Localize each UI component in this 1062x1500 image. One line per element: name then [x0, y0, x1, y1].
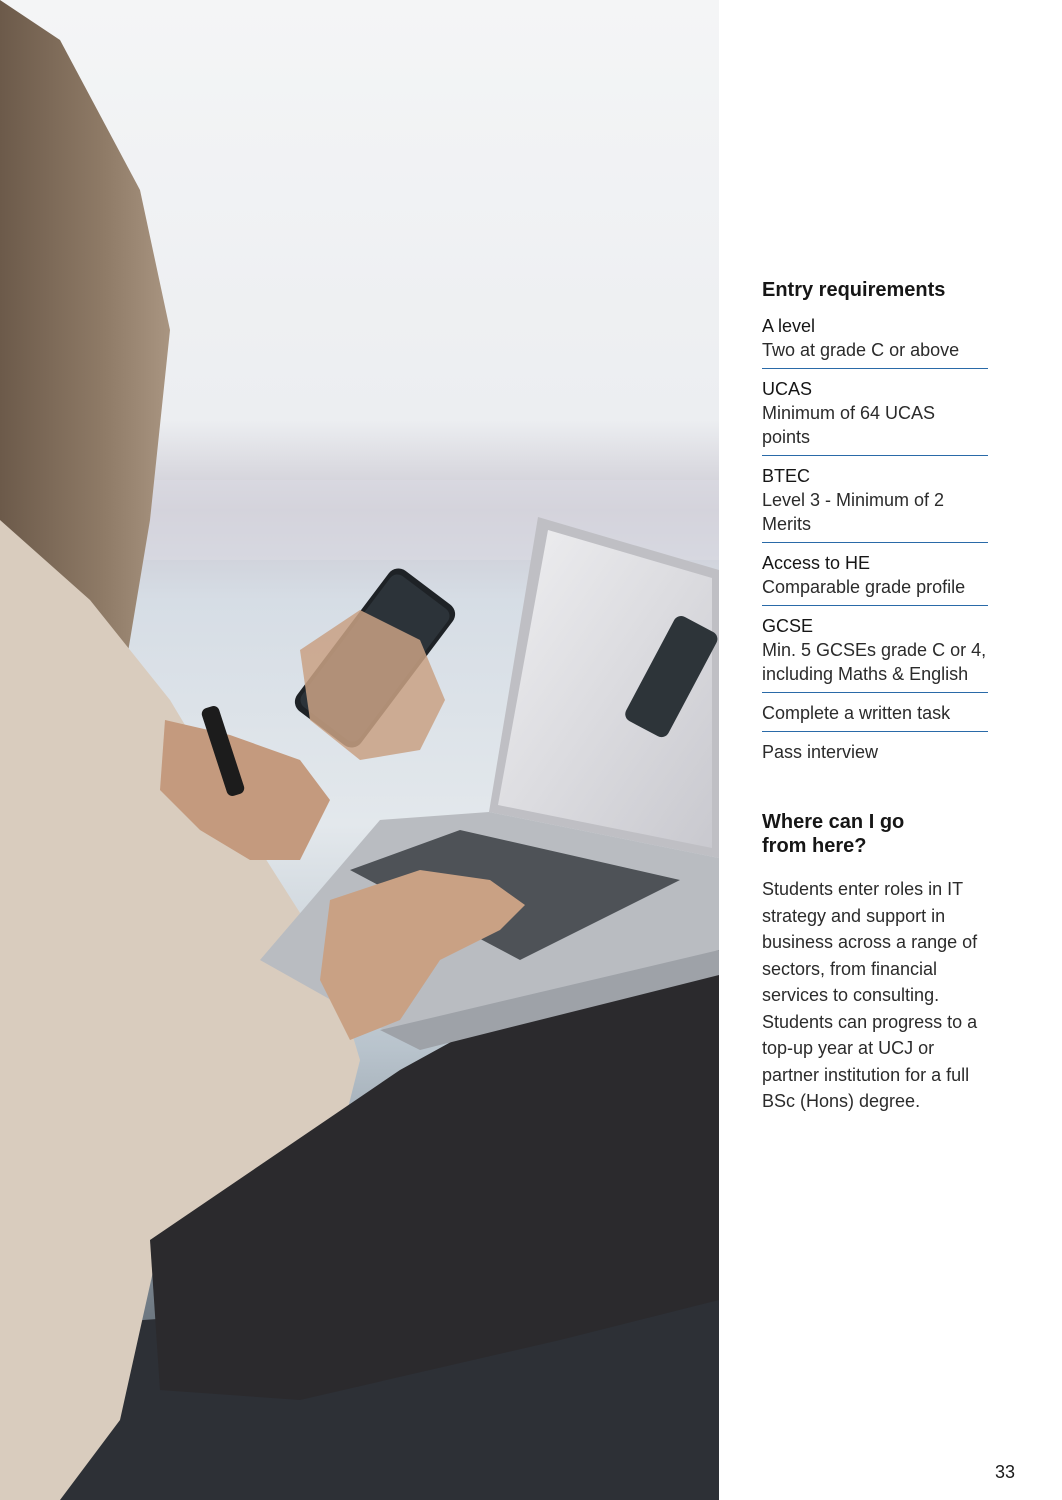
where-section: [762, 810, 988, 1115]
req-label: UCAS: [762, 379, 813, 399]
req-interview: [762, 740, 988, 770]
req-label: A level: [762, 316, 816, 336]
where-heading: Where can I go from here?: [762, 811, 905, 857]
req-value: Minimum of 64 UCAS points: [762, 403, 936, 447]
req-value: Min. 5 GCSEs grade C or 4, including Maths & English: [762, 640, 987, 684]
req-label: BTEC: [762, 466, 811, 486]
req-a-level: [762, 314, 988, 369]
where-body: Students enter roles in IT strategy and support in business across a range of sectors, from financial services to consulting. Students can progress to a top-up year at UCJ or partner institution for a full BSc (Hons) degree.: [762, 879, 978, 1111]
entry-requirements-heading: Entry requirements: [762, 279, 946, 301]
page-number: 33: [995, 1462, 1016, 1482]
req-gcse: [762, 614, 988, 693]
req-label: Access to HE: [762, 553, 871, 573]
req-ucas: [762, 377, 988, 456]
req-value: Comparable grade profile: [762, 577, 966, 597]
req-value: Two at grade C or above: [762, 340, 960, 360]
req-label: GCSE: [762, 616, 814, 636]
req-value: Level 3 - Minimum of 2 Merits: [762, 490, 945, 534]
req-access-to-he: [762, 551, 988, 606]
req-label: Pass interview: [762, 742, 879, 762]
sidebar: [762, 278, 988, 1133]
entry-requirements-list: [762, 314, 988, 770]
req-label: Complete a written task: [762, 703, 951, 723]
req-written-task: [762, 701, 988, 732]
req-btec: [762, 464, 988, 543]
